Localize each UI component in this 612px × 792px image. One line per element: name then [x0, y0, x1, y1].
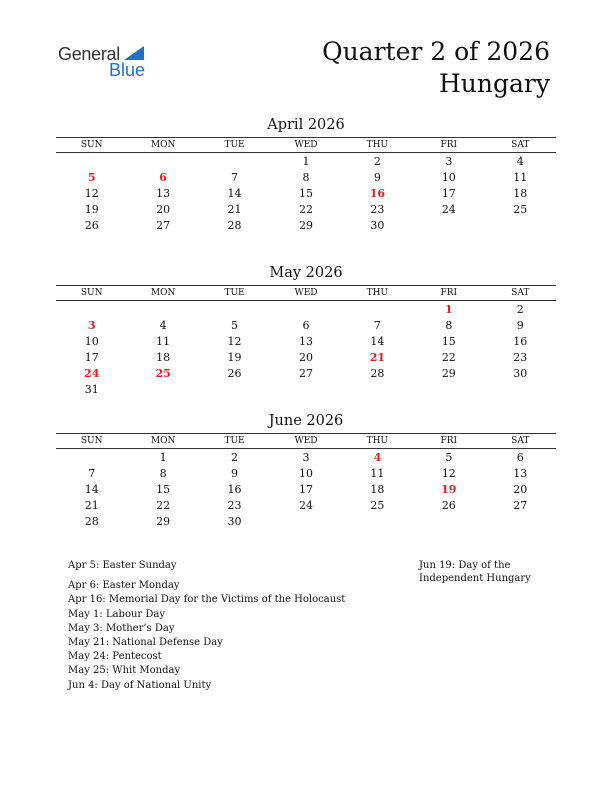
day-cell: 28	[84, 514, 99, 528]
day-cell: 14	[227, 186, 242, 200]
day-cell: 13	[513, 466, 528, 480]
day-cell: 29	[298, 218, 313, 232]
day-cell: 25	[155, 366, 171, 380]
day-cell: 1	[302, 154, 310, 168]
day-cell: 30	[370, 218, 385, 232]
weekday-header: SUN	[56, 286, 127, 301]
day-cell: 7	[88, 466, 96, 480]
day-cell: 26	[441, 498, 456, 512]
day-cell: 6	[302, 318, 310, 332]
day-cell	[56, 449, 127, 466]
holiday-note: Apr 6: Easter Monday	[68, 580, 180, 592]
day-cell: 17	[441, 186, 456, 200]
day-cell	[56, 301, 127, 318]
day-cell: 16	[369, 186, 386, 200]
holiday-note: May 25: Whit Monday	[68, 665, 181, 677]
day-cell	[56, 153, 127, 170]
day-cell: 18	[513, 186, 528, 200]
week-row	[56, 153, 556, 170]
day-cell: 22	[441, 350, 456, 364]
day-cell: 5	[87, 170, 96, 184]
day-cell: 9	[231, 466, 239, 480]
day-cell: 28	[370, 366, 385, 380]
day-cell: 15	[156, 482, 171, 496]
day-cell: 16	[513, 334, 528, 348]
day-cell: 15	[298, 186, 313, 200]
day-cell: 23	[513, 350, 528, 364]
week-row	[56, 201, 556, 217]
day-cell: 17	[84, 350, 99, 364]
day-cell: 28	[227, 218, 242, 232]
weekday-header: WED	[270, 286, 341, 301]
week-row	[56, 317, 556, 333]
day-cell: 25	[370, 498, 385, 512]
week-row	[56, 513, 556, 529]
day-cell	[199, 381, 270, 397]
weekday-header: MON	[127, 286, 198, 301]
day-cell: 27	[513, 498, 528, 512]
day-cell: 19	[441, 482, 457, 496]
day-cell: 18	[156, 350, 171, 364]
day-cell	[127, 301, 198, 318]
day-cell	[342, 513, 413, 529]
holiday-note: Apr 16: Memorial Day for the Victims of the Holocaust	[68, 594, 346, 606]
day-cell: 26	[227, 366, 242, 380]
logo-blue-text: Blue	[109, 60, 146, 80]
week-row	[56, 449, 556, 466]
day-cell	[127, 153, 198, 170]
weekday-header: TUE	[199, 138, 270, 153]
weekday-header: SAT	[485, 138, 556, 153]
day-cell: 20	[156, 202, 171, 216]
day-cell: 3	[302, 450, 310, 464]
weekday-header: FRI	[413, 138, 484, 153]
month-title: April 2026	[267, 117, 345, 133]
day-cell: 2	[373, 154, 381, 168]
holiday-list-right	[419, 559, 549, 585]
day-cell: 10	[298, 466, 313, 480]
logo	[58, 44, 146, 80]
day-cell: 10	[441, 170, 456, 184]
week-row	[56, 333, 556, 349]
weekday-header: MON	[127, 138, 198, 153]
day-cell: 27	[156, 218, 171, 232]
week-row	[56, 169, 556, 185]
day-cell: 5	[445, 450, 453, 464]
week-row	[56, 497, 556, 513]
day-cell: 1	[444, 302, 453, 316]
day-cell: 20	[298, 350, 313, 364]
weekday-header: WED	[270, 434, 341, 449]
day-cell: 9	[373, 170, 381, 184]
weekday-header: THU	[342, 434, 413, 449]
weekday-header: SAT	[485, 286, 556, 301]
holiday-note: Independent Hungary	[419, 573, 531, 584]
day-cell	[485, 217, 556, 233]
day-cell	[342, 301, 413, 318]
month-title: May 2026	[269, 265, 343, 281]
day-cell	[127, 381, 198, 397]
weekday-header: THU	[342, 286, 413, 301]
day-cell: 10	[84, 334, 99, 348]
day-cell: 5	[231, 318, 239, 332]
day-cell: 7	[231, 170, 239, 184]
day-cell: 19	[84, 202, 99, 216]
holiday-list	[68, 559, 345, 693]
day-cell: 4	[159, 318, 167, 332]
day-cell: 21	[369, 350, 386, 364]
day-cell: 31	[84, 382, 99, 396]
week-row	[56, 349, 556, 365]
day-cell	[413, 513, 484, 529]
day-cell: 7	[373, 318, 381, 332]
day-cell	[270, 513, 341, 529]
month-april	[56, 117, 556, 233]
holiday-note: Jun 19: Day of the	[419, 560, 511, 571]
week-row	[56, 301, 556, 318]
day-cell: 14	[370, 334, 385, 348]
day-cell: 6	[516, 450, 524, 464]
day-cell: 8	[302, 170, 310, 184]
logo-general-text: General	[58, 44, 120, 64]
holiday-note: May 24: Pentecost	[68, 651, 162, 663]
day-cell: 20	[513, 482, 528, 496]
day-cell: 30	[227, 514, 242, 528]
logo-triangle-icon	[124, 46, 144, 60]
quarter-title: Quarter 2 of 2026	[322, 37, 550, 66]
day-cell	[485, 381, 556, 397]
day-cell: 9	[516, 318, 524, 332]
month-june	[56, 413, 556, 529]
day-cell: 16	[227, 482, 242, 496]
day-cell: 11	[513, 170, 528, 184]
day-cell: 24	[441, 202, 456, 216]
day-cell: 2	[231, 450, 239, 464]
weekday-header: TUE	[199, 434, 270, 449]
calendar-grid	[56, 285, 556, 397]
day-cell: 19	[227, 350, 242, 364]
day-cell: 17	[298, 482, 313, 496]
day-cell: 13	[156, 186, 171, 200]
holiday-note: May 21: National Defense Day	[68, 637, 223, 649]
day-cell	[199, 153, 270, 170]
day-cell	[342, 381, 413, 397]
weekday-header: FRI	[413, 286, 484, 301]
holiday-note: Apr 5: Easter Sunday	[68, 560, 177, 571]
calendar-grid	[56, 433, 556, 529]
day-cell: 2	[516, 302, 524, 316]
day-cell: 29	[156, 514, 171, 528]
day-cell: 6	[159, 170, 167, 184]
country-title: Hungary	[439, 69, 550, 98]
day-cell: 23	[370, 202, 385, 216]
holiday-note: Jun 4: Day of National Unity	[68, 679, 212, 691]
month-title: June 2026	[268, 413, 344, 429]
day-cell	[270, 301, 341, 318]
day-cell: 29	[441, 366, 456, 380]
day-cell: 22	[156, 498, 171, 512]
day-cell: 4	[373, 450, 382, 464]
calendar-grid	[56, 137, 556, 233]
weekday-header: TUE	[199, 286, 270, 301]
day-cell: 12	[441, 466, 456, 480]
day-cell	[270, 381, 341, 397]
holiday-note: May 1: Labour Day	[68, 608, 165, 620]
day-cell: 3	[445, 154, 453, 168]
day-cell	[485, 513, 556, 529]
day-cell: 4	[516, 154, 524, 168]
day-cell: 22	[298, 202, 313, 216]
weekday-header: WED	[270, 138, 341, 153]
day-cell: 8	[445, 318, 453, 332]
weekday-header: FRI	[413, 434, 484, 449]
weekday-header: SAT	[485, 434, 556, 449]
month-may	[56, 265, 556, 397]
day-cell: 14	[84, 482, 99, 496]
day-cell: 13	[298, 334, 313, 348]
day-cell: 30	[513, 366, 528, 380]
week-row	[56, 481, 556, 497]
day-cell	[413, 381, 484, 397]
day-cell: 21	[227, 202, 242, 216]
day-cell: 12	[227, 334, 242, 348]
day-cell: 26	[84, 218, 99, 232]
day-cell: 15	[441, 334, 456, 348]
day-cell: 24	[298, 498, 313, 512]
day-cell: 3	[87, 318, 96, 332]
day-cell: 21	[84, 498, 99, 512]
day-cell	[413, 217, 484, 233]
weekday-header: SUN	[56, 434, 127, 449]
day-cell: 25	[513, 202, 528, 216]
week-row	[56, 185, 556, 201]
week-row	[56, 381, 556, 397]
day-cell: 11	[370, 466, 385, 480]
day-cell	[199, 301, 270, 318]
week-row	[56, 365, 556, 381]
day-cell: 12	[84, 186, 99, 200]
weekday-header: MON	[127, 434, 198, 449]
day-cell: 11	[156, 334, 171, 348]
day-cell: 23	[227, 498, 242, 512]
weekday-header: THU	[342, 138, 413, 153]
day-cell: 1	[159, 450, 167, 464]
weekday-header: SUN	[56, 138, 127, 153]
day-cell: 8	[159, 466, 167, 480]
week-row	[56, 217, 556, 233]
day-cell: 18	[370, 482, 385, 496]
day-cell: 24	[84, 366, 100, 380]
week-row	[56, 465, 556, 481]
page-title	[322, 36, 550, 100]
day-cell: 27	[298, 366, 313, 380]
holiday-note: May 3: Mother’s Day	[68, 622, 175, 634]
